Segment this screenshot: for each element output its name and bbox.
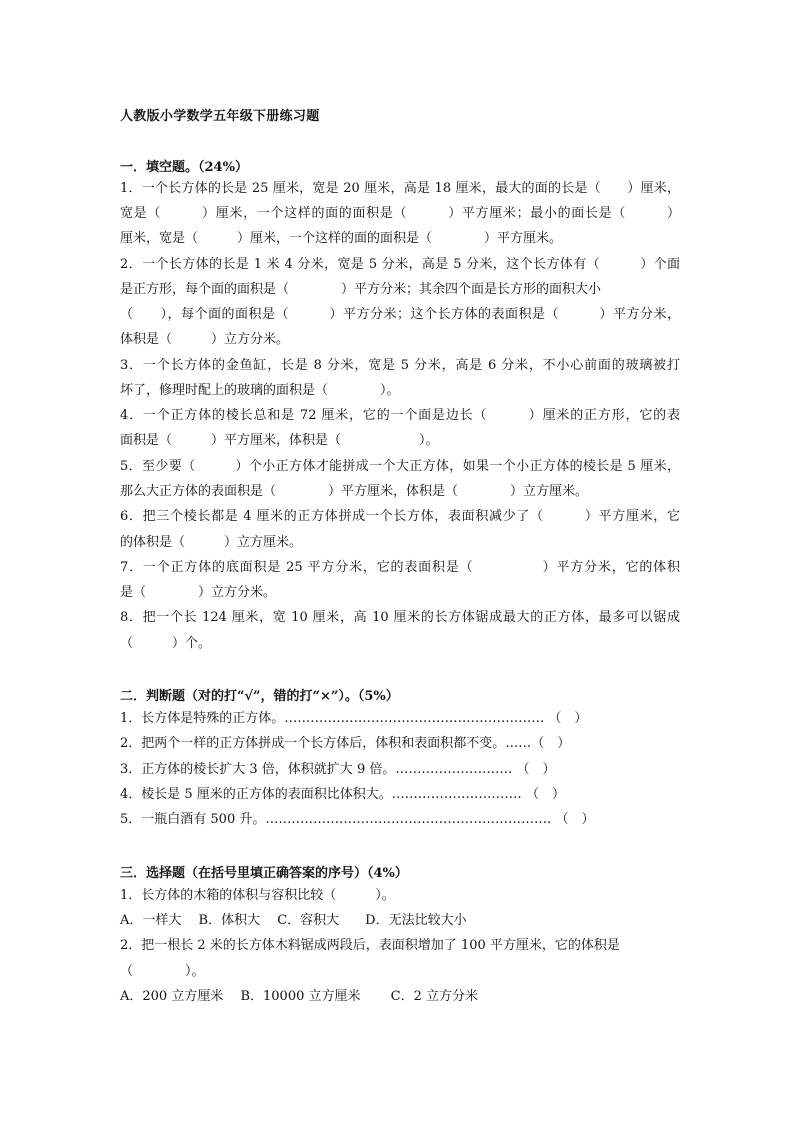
judge-item-5: 5．一瓶白酒有 500 升。………………………………………………………… （ ） bbox=[120, 812, 595, 827]
q6-line-1: 6．把三个棱长都是 4 厘米的正方体拼成一个长方体，表面积减少了（ ）平方厘米，它 bbox=[120, 509, 680, 524]
choice-q1: 1．长方体的木箱的体积与容积比较（ ）。 bbox=[120, 888, 395, 903]
q2-line-3: （ ），每个面的面积是（ ）平方分米；这个长方体的表面积是（ ）平方分米， bbox=[120, 307, 680, 322]
choice-q2-line-2: （ ）。 bbox=[120, 964, 205, 979]
q2-line-2: 是正方形，每个面的面积是（ ）平方分米；其余四个面是长方形的面积大小 bbox=[120, 282, 602, 297]
q1-line-3: 厘米，宽是（ ）厘米，一个这样的面的面积是（ ）平方厘米。 bbox=[120, 231, 563, 246]
section-3-heading: 三．选择题（在括号里填正确答案的序号）（4%） bbox=[120, 866, 408, 881]
choice-q2-options: A．200 立方厘米 B．10000 立方厘米 C．2 立方分米 bbox=[120, 989, 478, 1004]
judge-item-3: 3．正方体的棱长扩大 3 倍，体积就扩大 9 倍。……………………… （ ） bbox=[120, 762, 556, 777]
q3-line-1: 3．一个长方体的金鱼缸，长是 8 分米，宽是 5 分米，高是 6 分米，不小心前面的玻璃被打 bbox=[120, 358, 680, 373]
q6-line-2: 的体积是（ ）立方厘米。 bbox=[120, 535, 303, 550]
q5-line-2: 那么大正方体的表面积是（ ）平方厘米，体积是（ ）立方厘米。 bbox=[120, 484, 589, 499]
q2-line-1: 2．一个长方体的长是 1 米 4 分米，宽是 5 分米，高是 5 分米，这个长方体有（ ）个面 bbox=[120, 257, 680, 272]
q5-line-1: 5．至少要（ ）个小正方体才能拼成一个大正方体，如果一个小正方体的棱长是 5 厘米， bbox=[120, 459, 680, 474]
q7-line-2: 是（ ）立方分米。 bbox=[120, 585, 277, 600]
q8-line-2: （ ）个。 bbox=[120, 636, 212, 651]
q1-line-2: 宽是（ ）厘米，一个这样的面的面积是（ ）平方厘米；最小的面长是（ ） bbox=[120, 206, 680, 221]
q7-line-1: 7．一个正方体的底面积是 25 平方分米，它的表面积是（ ）平方分米，它的体积 bbox=[120, 560, 680, 575]
section-2-heading: 二．判断题（对的打“√”，错的打“×”）。（5%） bbox=[120, 689, 399, 704]
q2-line-4: 体积是（ ）立方分米。 bbox=[120, 332, 290, 347]
choice-q2-line-1: 2．把一根长 2 米的长方体木料锯成两段后，表面积增加了 100 平方厘米，它的体积是 bbox=[120, 938, 620, 953]
choice-q1-options: A．一样大 B．体积大 C．容积大 D．无法比较大小 bbox=[120, 913, 467, 928]
q1-line-1: 1．一个长方体的长是 25 厘米，宽是 20 厘米，高是 18 厘米，最大的面的长是（ ）厘米， bbox=[120, 181, 680, 196]
judge-item-2: 2．把两个一样的正方体拼成一个长方体后，体积和表面积都不变。……（ ） bbox=[120, 736, 571, 751]
q3-line-2: 坏了，修理时配上的玻璃的面积是（ ）。 bbox=[120, 383, 400, 398]
q4-line-2: 面积是（ ）平方厘米，体积是（ ）。 bbox=[120, 433, 439, 448]
document-title: 人教版小学数学五年级下册练习题 bbox=[120, 109, 320, 124]
q4-line-1: 4．一个正方体的棱长总和是 72 厘米，它的一个面是边长（ ）厘米的正方形，它的表 bbox=[120, 408, 680, 423]
judge-item-4: 4．棱长是 5 厘米的正方体的表面积比体积大。………………………… （ ） bbox=[120, 787, 565, 802]
judge-item-1: 1．长方体是特殊的正方体。…………………………………………………… （ ） bbox=[120, 711, 588, 726]
section-1-heading: 一．填空题。（24%） bbox=[120, 160, 248, 175]
q8-line-1: 8．把一个长 124 厘米，宽 10 厘米，高 10 厘米的长方体锯成最大的正方体，最多可以锯成 bbox=[120, 610, 680, 625]
